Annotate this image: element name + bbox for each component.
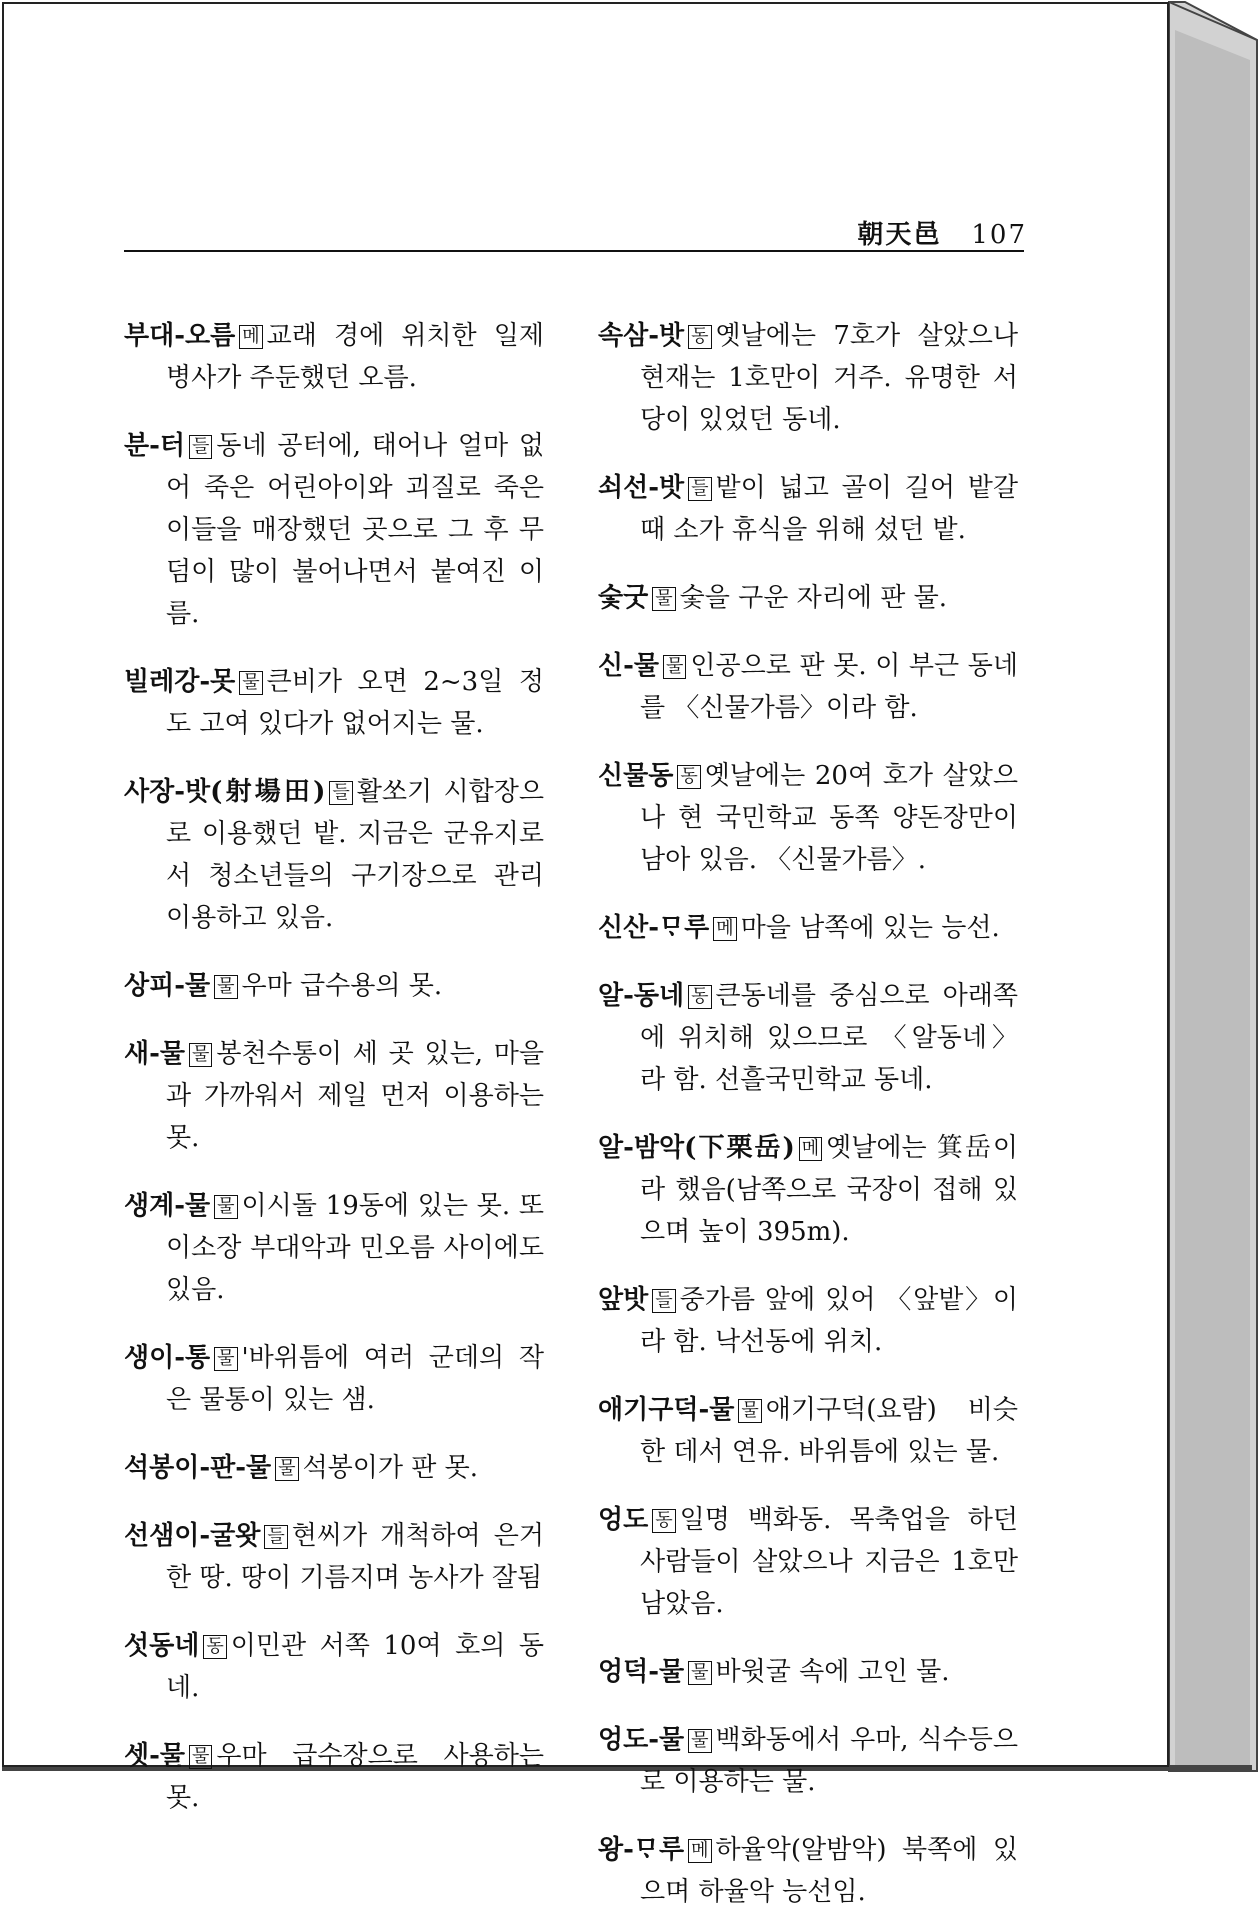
entry-term: 생계-물 <box>124 1191 211 1221</box>
category-tag: 들 <box>264 1525 287 1549</box>
dictionary-entry <box>598 577 1018 619</box>
category-tag: 물 <box>275 1457 298 1481</box>
dictionary-entry <box>598 315 1018 441</box>
dictionary-entry <box>598 1279 1018 1363</box>
category-tag: 들 <box>688 477 711 501</box>
category-tag: 메 <box>239 325 262 349</box>
entry-definition: 우마 급수용의 못. <box>241 971 443 1001</box>
entry-definition: 옛날에는 7호가 살았으나 현재는 1호만이 거주. 유명한 서당이 있었던 동네. <box>640 321 1018 435</box>
category-tag: 동 <box>677 765 700 789</box>
category-tag: 들 <box>329 781 352 805</box>
entry-definition: 봉천수통이 세 곳 있는, 마을과 가까워서 제일 먼저 이용하는 못. <box>166 1039 544 1153</box>
dictionary-entry <box>124 1185 544 1311</box>
entry-definition: 중가름 앞에 있어 〈앞밭〉이라 함. 낙선동에 위치. <box>640 1285 1018 1357</box>
entry-term: 애기구덕-물 <box>598 1395 735 1425</box>
entry-definition: 하율악(알밤악) 북쪽에 있으며 하율악 능선임. <box>640 1835 1018 1907</box>
entry-term: 알-밤악(下栗岳) <box>598 1133 795 1163</box>
dictionary-entry <box>124 425 544 635</box>
entry-term: 엉도 <box>598 1505 649 1535</box>
category-tag: 물 <box>189 1745 212 1769</box>
dictionary-entry <box>598 1389 1018 1473</box>
entry-definition: 이시돌 19동에 있는 못. 또 이소장 부대악과 민오름 사이에도 있음. <box>166 1191 544 1305</box>
dictionary-entry <box>124 771 544 939</box>
entry-term: 왕-ᄆᆞ루 <box>598 1835 685 1865</box>
dictionary-entry <box>124 315 544 399</box>
entry-term: 상피-물 <box>124 971 211 1001</box>
entry-definition: 숯을 구운 자리에 판 물. <box>679 583 947 613</box>
category-tag: 물 <box>688 1729 711 1753</box>
category-tag: 물 <box>214 1195 237 1219</box>
entry-term: 알-동네 <box>598 981 685 1011</box>
entry-term: 분-터 <box>124 431 186 461</box>
entry-definition: 이민관 서쪽 10여 호의 동네. <box>166 1631 544 1703</box>
entry-term: 신산-ᄆᆞ루 <box>598 913 710 943</box>
entry-term: 숯굿 <box>598 583 649 613</box>
page-number: 107 <box>971 220 1027 250</box>
category-tag: 동 <box>688 985 711 1009</box>
category-tag: 동 <box>688 325 711 349</box>
dictionary-entry <box>124 1515 544 1599</box>
category-tag: 물 <box>214 1347 237 1371</box>
entry-definition: 큰동네를 중심으로 아래쪽에 위치해 있으므로 〈알동네〉라 함. 선흘국민학교 동네. <box>640 981 1018 1095</box>
entry-definition: 바윗굴 속에 고인 물. <box>715 1657 950 1687</box>
entry-definition: 백화동에서 우마, 식수등으로 이용하는 물. <box>640 1725 1018 1797</box>
entry-term: 빌레강-못 <box>124 667 236 697</box>
dictionary-entry <box>124 965 544 1007</box>
entry-definition: 옛날에는 20여 호가 살았으나 현 국민학교 동쪽 양돈장만이 남아 있음. 〈신물가름〉. <box>640 761 1018 875</box>
entry-term: 신물동 <box>598 761 674 791</box>
entry-term: 새-물 <box>124 1039 186 1069</box>
entry-definition: 밭이 넓고 골이 길어 밭갈 때 소가 휴식을 위해 섰던 밭. <box>640 473 1018 545</box>
entry-term: 쇠선-밧 <box>598 473 685 503</box>
dictionary-entry <box>124 1033 544 1159</box>
category-tag: 물 <box>738 1399 761 1423</box>
category-tag: 동 <box>652 1509 675 1533</box>
book-page <box>2 2 1169 1907</box>
dictionary-entry <box>598 1719 1018 1803</box>
entry-term: 부대-오름 <box>124 321 236 351</box>
category-tag: 물 <box>214 975 237 999</box>
category-tag: 물 <box>189 1043 212 1067</box>
entry-definition: 석봉이가 판 못. <box>302 1453 479 1483</box>
entry-definition: 현씨가 개척하여 은거한 땅. 땅이 기름지며 농사가 잘됨 <box>166 1521 544 1593</box>
dictionary-entry <box>124 1735 544 1819</box>
dictionary-entry <box>124 661 544 745</box>
dictionary-entry <box>124 1447 544 1489</box>
category-tag: 메 <box>799 1137 822 1161</box>
dictionary-entry <box>598 1499 1018 1625</box>
entry-definition: 일명 백화동. 목축업을 하던 사람들이 살았으나 지금은 1호만 남았음. <box>640 1505 1018 1619</box>
entry-term: 앞밧 <box>598 1285 649 1315</box>
entry-term: 엉덕-물 <box>598 1657 685 1687</box>
entry-definition: 우마 급수장으로 사용하는 못. <box>166 1741 544 1813</box>
entry-definition: 교래 경에 위치한 일제 병사가 주둔했던 오름. <box>166 321 544 393</box>
entry-term: 생이-통 <box>124 1343 211 1373</box>
entry-term: 셋-물 <box>124 1741 186 1771</box>
dictionary-entry <box>598 1829 1018 1913</box>
dictionary-entry <box>598 755 1018 881</box>
category-tag: 동 <box>203 1635 226 1659</box>
category-tag: 들 <box>652 1289 675 1313</box>
entry-definition: 큰비가 오면 2~3일 정도 고여 있다가 없어지는 물. <box>166 667 544 739</box>
dictionary-entry <box>598 975 1018 1101</box>
header-title: 朝天邑 <box>857 220 942 250</box>
entry-definition: '바위틈에 여러 군데의 작은 물통이 있는 샘. <box>166 1343 544 1415</box>
category-tag: 메 <box>713 917 736 941</box>
dictionary-entry <box>598 1651 1018 1693</box>
entry-definition: 애기구덕(요람) 비슷한 데서 연유. 바위틈에 있는 물. <box>640 1395 1018 1467</box>
dictionary-entry <box>598 645 1018 729</box>
right-column <box>598 289 1018 1913</box>
category-tag: 메 <box>688 1839 711 1863</box>
category-tag: 물 <box>239 671 262 695</box>
category-tag: 물 <box>663 655 686 679</box>
entry-definition: 동네 공터에, 태어나 얼마 없어 죽은 어린아이와 괴질로 죽은 이들을 매장했던 곳으로 그 후 무덤이 많이 불어나면서 붙여진 이름. <box>166 431 544 629</box>
entry-term: 섯동네 <box>124 1631 200 1661</box>
entry-term: 선샘이-굴왓 <box>124 1521 261 1551</box>
dictionary-entry <box>598 907 1018 949</box>
header-rule <box>124 250 1024 252</box>
entry-term: 엉도-물 <box>598 1725 685 1755</box>
category-tag: 물 <box>652 587 675 611</box>
entry-term: 사장-밧(射場田) <box>124 777 326 807</box>
entry-definition: 인공으로 판 못. 이 부근 동네를 〈신물가름〉이라 함. <box>640 651 1018 723</box>
entry-definition: 마을 남쪽에 있는 능선. <box>740 913 1000 943</box>
running-header <box>857 214 1027 251</box>
dictionary-entry <box>124 1337 544 1421</box>
entry-term: 속삼-밧 <box>598 321 685 351</box>
dictionary-entry <box>124 1625 544 1709</box>
entry-term: 석봉이-판-물 <box>124 1453 272 1483</box>
entry-definition: 옛날에는 箕岳이라 했음(남쪽으로 국장이 접해 있으며 높이 395m). <box>640 1133 1018 1247</box>
dictionary-entry <box>598 1127 1018 1253</box>
category-tag: 들 <box>189 435 212 459</box>
entry-definition: 활쏘기 시합장으로 이용했던 밭. 지금은 군유지로서 청소년들의 구기장으로 관리 이용하고 있음. <box>166 777 544 933</box>
left-column <box>124 289 544 1819</box>
entry-term: 신-물 <box>598 651 660 681</box>
dictionary-entry <box>598 467 1018 551</box>
category-tag: 물 <box>688 1661 711 1685</box>
